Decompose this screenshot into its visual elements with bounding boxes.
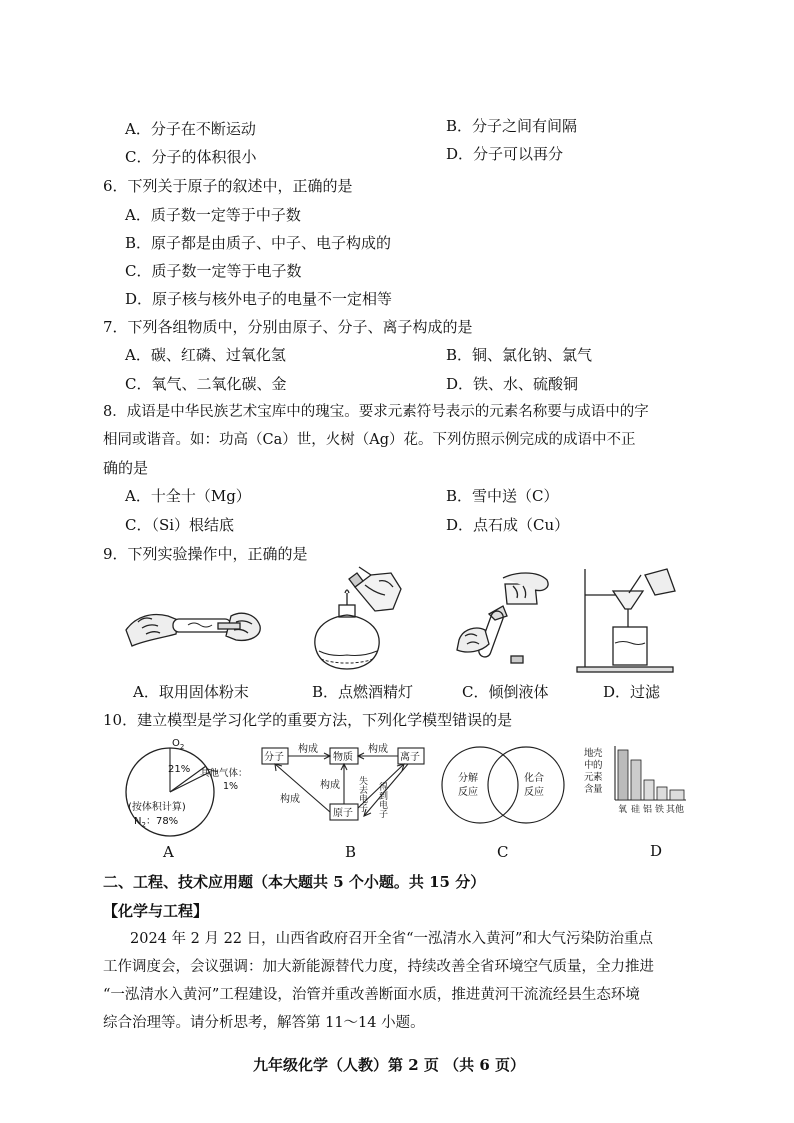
q8-option-d: D．点石成（Cu）: [446, 516, 570, 534]
edge-lose-electron: 失去电子: [357, 776, 367, 812]
y-label-5: 元: [584, 772, 594, 783]
q8-stem-line3: 确的是: [103, 459, 149, 477]
label-other-gases: 其他气体：: [200, 768, 248, 779]
q5-option-d: D．分子可以再分: [446, 145, 564, 163]
y-label-1: 地: [584, 748, 594, 759]
q9-option-a: A．取用固体粉末: [133, 683, 249, 701]
venn-combo-2: 反应: [524, 787, 544, 798]
q6-stem: 6．下列关于原子的叙述中，正确的是: [103, 177, 353, 195]
node-atom: 原子: [333, 808, 353, 819]
q8-option-b: B．雪中送（C）: [446, 487, 559, 505]
figure-solid-powder: [118, 578, 268, 668]
label-by-volume: (按体积计算): [128, 802, 186, 813]
venn-combo-1: 化合: [524, 773, 544, 784]
q6-option-c: C．质子数一定等于电子数: [125, 262, 302, 280]
y-label-3: 中: [584, 760, 594, 771]
q8-stem-line1: 8．成语是中华民族艺术宝库中的瑰宝。要求元素符号表示的元素名称要与成语中的字: [103, 404, 649, 420]
q10-stem: 10．建立模型是学习化学的重要方法，下列化学模型错误的是: [103, 711, 513, 729]
q8-option-c: C．（Si）根结底: [125, 516, 235, 534]
page-footer: 九年级化学（人教）第 2 页 （共 6 页）: [253, 1056, 525, 1074]
figure-alcohol-lamp: [305, 565, 425, 675]
q6-option-a: A．质子数一定等于中子数: [125, 206, 301, 224]
venn-decomp-1: 分解: [458, 773, 478, 784]
x-label-oxygen: 氧: [618, 805, 628, 815]
section-2-para-line2: 工作调度会，会议强调：加大新能源替代力度，持续改善全省环境空气质量，全力推进: [103, 959, 654, 975]
bar-oxygen: [618, 750, 628, 800]
x-label-other: 其他: [666, 805, 685, 815]
q6-option-d: D．原子核与核外电子的电量不一定相等: [125, 290, 393, 308]
section-2-para-line4: 综合治理等。请分析思考，解答第 11～14 小题。: [103, 1015, 425, 1031]
bar-aluminium: [644, 780, 654, 800]
label-n2-pct: ：78%: [145, 816, 179, 827]
section-2-para-line1: 2024 年 2 月 22 日，山西省政府召开全省“一泓清水入黄河”和大气污染防治重点: [130, 931, 653, 947]
model-b-particle-diagram: [258, 742, 428, 830]
model-a-air-pie: [120, 738, 250, 840]
model-a-letter: A: [163, 843, 174, 861]
edge-form-1: 构成: [298, 744, 318, 755]
node-molecule: 分子: [264, 752, 284, 763]
q5-option-a: A．分子在不断运动: [125, 120, 256, 138]
y-label-4: 的: [593, 760, 603, 771]
q9-option-b: B．点燃酒精灯: [312, 683, 414, 701]
model-d-crust-bars: [582, 742, 692, 832]
edge-form-2: 构成: [368, 744, 388, 755]
bar-other: [670, 790, 684, 800]
node-substance: 物质: [333, 752, 353, 763]
label-n2: N: [134, 816, 142, 827]
y-label-7: 含: [584, 784, 594, 795]
q9-option-c: C．倾倒液体: [462, 683, 549, 701]
x-label-aluminium: 铝: [643, 805, 653, 815]
q9-option-d: D．过滤: [603, 683, 661, 701]
svg-text:N2：78%: [134, 816, 178, 829]
label-n2-sub: 2: [141, 821, 146, 829]
label-o2-sub: 2: [179, 743, 185, 751]
bar-silicon: [631, 760, 641, 800]
q5-option-c: C．分子的体积很小: [125, 148, 257, 166]
q6-option-b: B．原子都是由质子、中子、电子构成的: [125, 234, 392, 252]
label-other-pct: 1%: [223, 781, 239, 792]
edge-form-4: 构成: [320, 780, 340, 791]
q7-option-a: A．碳、红磷、过氧化氢: [125, 346, 286, 364]
edge-gain-electron: 得到电子: [377, 782, 387, 818]
edge-form-3: 构成: [280, 794, 300, 805]
q7-stem: 7．下列各组物质中，分别由原子、分子、离子构成的是: [103, 318, 473, 336]
q7-option-c: C．氧气、二氧化碳、金: [125, 375, 287, 393]
model-c-venn: [438, 743, 568, 827]
q5-option-b: B．分子之间有间隔: [446, 117, 578, 135]
q9-stem: 9．下列实验操作中，正确的是: [103, 545, 308, 563]
y-label-6: 素: [593, 772, 603, 783]
venn-decomp-2: 反应: [458, 787, 478, 798]
bar-iron: [657, 787, 667, 800]
label-o2-pct: 21%: [168, 764, 191, 775]
x-label-iron: 铁: [655, 805, 665, 815]
section-2-para-line3: “一泓清水入黄河”工程建设，治管并重改善断面水质，推进黄河干流流经县生态环境: [103, 987, 640, 1003]
x-label-silicon: 硅: [631, 805, 641, 815]
q8-stem-line2: 相同或谐音。如：功高（Ca）世，火树（Ag）花。下列仿照示例完成的成语中不正: [103, 432, 636, 448]
y-label-8: 量: [593, 784, 603, 795]
model-d-letter: D: [650, 842, 663, 860]
section-2-title: 二、工程、技术应用题（本大题共 5 个小题。共 15 分）: [103, 873, 486, 891]
figure-filtration: [575, 565, 685, 675]
label-o2: O: [172, 738, 180, 749]
model-c-letter: C: [497, 843, 509, 861]
section-2-subtitle: 【化学与工程】: [103, 902, 209, 920]
q7-option-d: D．铁、水、硫酸铜: [446, 375, 579, 393]
q8-option-a: A．十全十（Mg）: [125, 487, 251, 505]
node-ion: 离子: [400, 752, 420, 763]
figure-pour-liquid: [445, 570, 555, 670]
model-b-letter: B: [345, 843, 357, 861]
q7-option-b: B．铜、氯化钠、氯气: [446, 346, 593, 364]
y-label-2: 壳: [593, 748, 603, 759]
